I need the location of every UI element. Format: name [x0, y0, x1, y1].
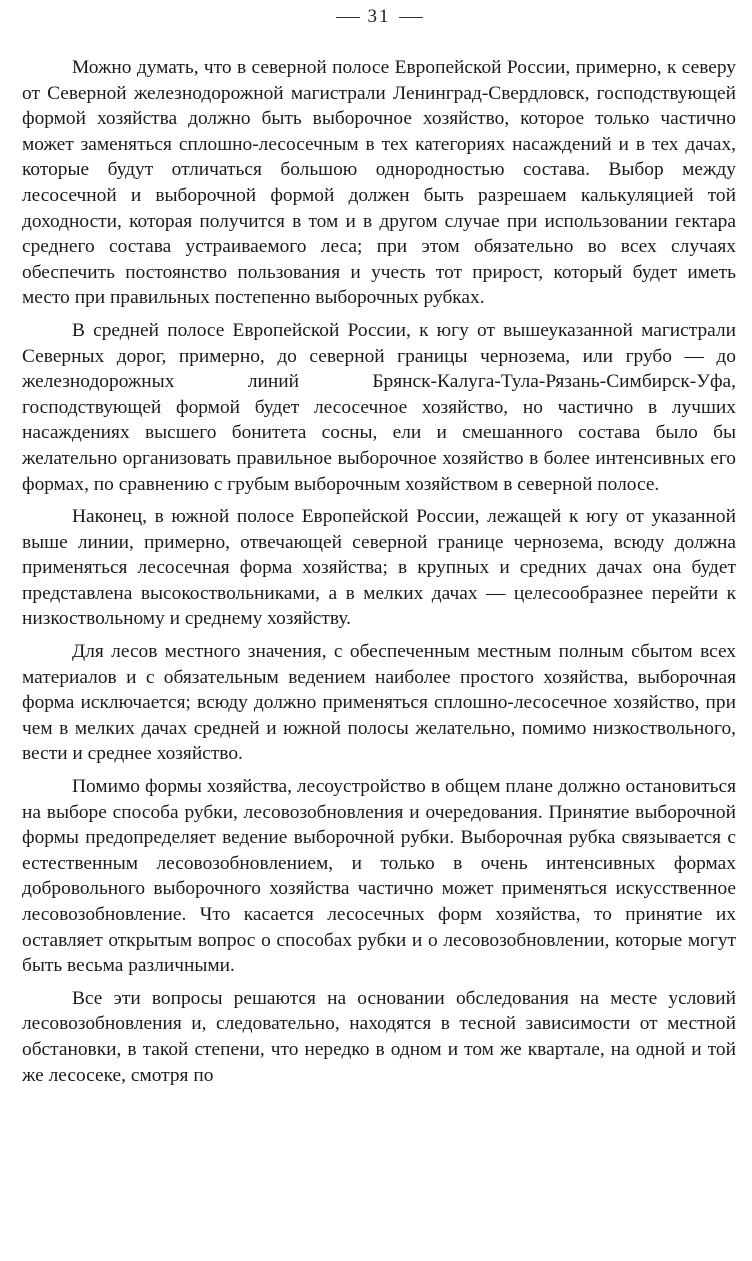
paragraph-4: Для лесов местного значения, с обеспеченным местным полным сбытом всех материалов и с обязательным ведением наиболее простого хозяйства, выборочная форма исключается; всюду должно применяться сплошно-лесосечное хозяйство, при чем в мелких дачах средней и южной полосы желательно, помимо низкоствольного, вести и среднее хозяйство. [22, 641, 736, 765]
book-page [22, 0, 736, 1261]
paragraph-6: Все эти вопросы решаются на основании обследования на месте условий лесовозобновления и, следовательно, находятся в тесной зависимости от местной обстановки, в такой степени, что нередко в одном и том же квартале, на одной и той же лесосеке, смотря по [22, 987, 736, 1086]
left-dash-ornament [336, 17, 360, 18]
page-number-text: 31 [367, 6, 391, 27]
paragraph-1: Можно думать, что в северной полосе Европейской России, примерно, к северу от Северной железнодорожной магистрали Ленинград-Свердловск, господствующей формой хозяйства должно быть выборочное хозяйство, которое только частично может заменяться сплошно-лесосечным в тех категориях насаждений и в тех дачах, которые будут отличаться большою однородностью состава. Выбор между лесосечной и выборочной формой должен быть разрешаем калькуляцией той доходности, которая получится в том и в другом случае при использовании гектара среднего состава устраиваемого леса; при этом обязательно во всех случаях обеспечить постоянство пользования и учесть тот прирост, который будет иметь место при правильных постепенно выборочных рубках. [22, 57, 736, 309]
paragraph-3: Наконец, в южной полосе Европейской России, лежащей к югу от указанной выше линии, примерно, отвечающей северной границе чернозема, всюду должна применяться лесосечная форма хозяйства; в крупных и средних дачах она будет представлена высокоствольниками, а в мелких дачах — целесообразнее перейти к низкоствольному и среднему хозяйству. [22, 506, 736, 630]
paragraph-2: В средней полосе Европейской России, к югу от вышеуказанной магистрали Северных дорог, примерно, до северной границы чернозема, или грубо — до железнодорожных линий Брянск-Калуга-Тула-Рязань-Симбирск-Уфа, господствующей формой будет лесосечное хозяйство, но частично в лучших насаждениях высшего бонитета сосны, ели и смешанного состава было бы желательно организовать правильное выборочное хозяйство в более интенсивных его формах, по сравнению с грубым выборочным хозяйством в северной полосе. [22, 319, 736, 495]
right-dash-ornament [399, 17, 423, 18]
page-number [22, 6, 736, 28]
paragraph-5: Помимо формы хозяйства, лесоустройство в общем плане должно остановиться на выборе способа рубки, лесовозобновления и очередования. Принятие выборочной формы предопределяет ведение выборочной рубки. Выборочная рубка связывается с естественным лесовозобновлением, и только в очень интенсивных формах добровольного выборочного хозяйства частично может применяться искусственное лесовозобновление. Что касается лесосечных форм хозяйства, то принятие их оставляет открытым вопрос о способах рубки и о лесовозобновлении, которые могут быть весьма различными. [22, 776, 736, 977]
body-text [22, 55, 736, 1095]
